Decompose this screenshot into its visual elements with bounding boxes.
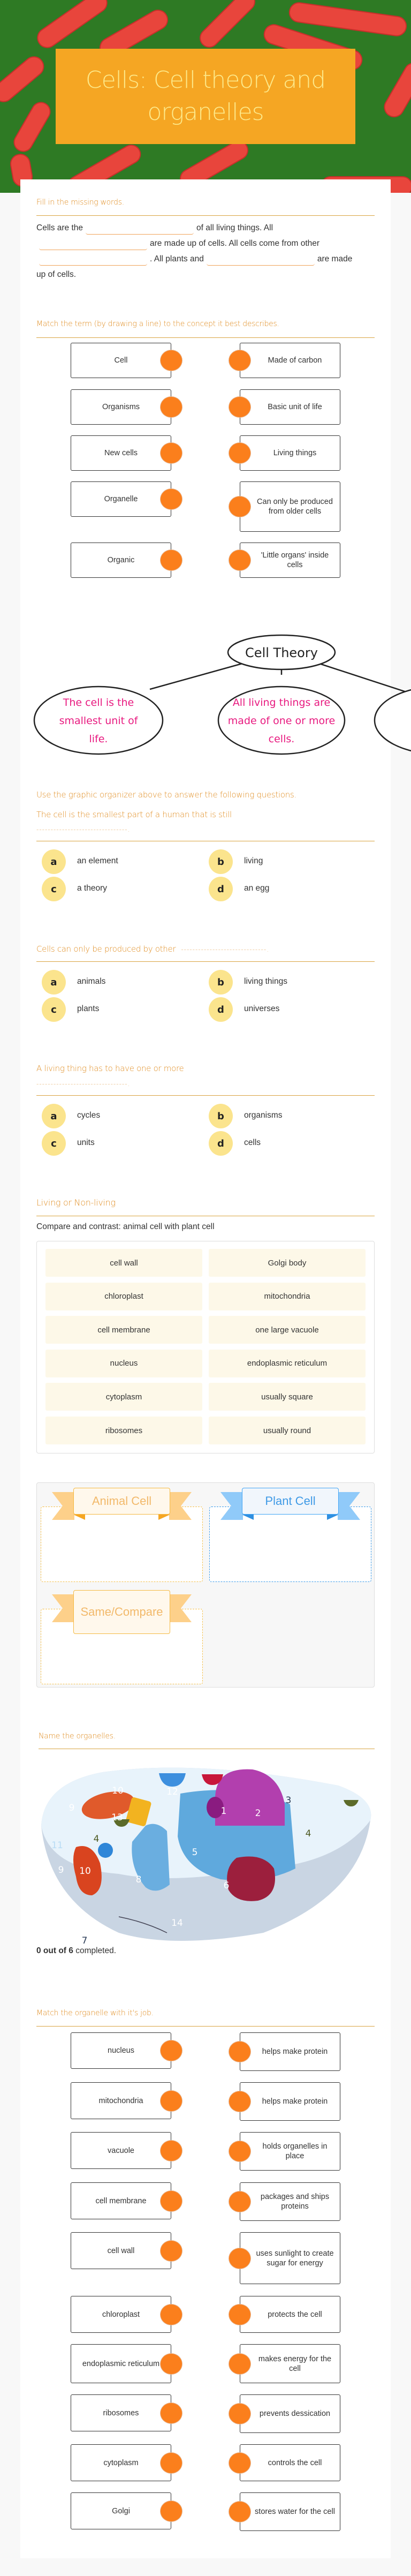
- page-title: Cells: Cell theory and organelles: [56, 49, 355, 144]
- question-prompt: [36, 810, 375, 819]
- question-prompt: [36, 1064, 375, 1073]
- match-connector-dot[interactable]: [160, 2240, 182, 2262]
- divider: [36, 215, 375, 216]
- match-connector-dot[interactable]: [160, 350, 182, 371]
- organelle-number-label[interactable]: 9: [68, 1803, 75, 1813]
- match-concept-box: protects the cell: [240, 2296, 340, 2333]
- match-connector-dot[interactable]: [160, 2140, 182, 2161]
- match-concept-box: Living things: [240, 435, 340, 471]
- answer-option[interactable]: [42, 877, 202, 901]
- organelle-number-label[interactable]: 7: [81, 1935, 88, 1944]
- match-connector-dot[interactable]: [160, 396, 182, 418]
- match-connector-dot[interactable]: [160, 549, 182, 571]
- compare-organizer: [36, 1482, 375, 1688]
- match-connector-dot[interactable]: [160, 2304, 182, 2325]
- same-compare-label: Same/Compare: [73, 1590, 170, 1634]
- answer-option[interactable]: [42, 849, 202, 874]
- progress-count: 0 out of 6: [36, 1946, 73, 1955]
- match-concept-box: Basic unit of life: [240, 389, 340, 425]
- match-term-box: Cell: [71, 343, 171, 378]
- match-term-box: mitochondria: [71, 2082, 171, 2119]
- option-letter-badge: c: [42, 997, 66, 1022]
- match-connector-dot[interactable]: [229, 2403, 251, 2424]
- option-letter-badge: b: [209, 970, 233, 995]
- fill-in-blank[interactable]: [86, 221, 194, 235]
- option-text: animals: [77, 977, 106, 986]
- draggable-item[interactable]: cell wall: [45, 1249, 202, 1277]
- cell-theory-statement: The cell is the smallest unit of life.: [59, 697, 138, 745]
- draggable-item[interactable]: cell membrane: [45, 1316, 202, 1344]
- option-text: a theory: [77, 884, 108, 893]
- answer-option[interactable]: [42, 1131, 202, 1156]
- compare-instruction: Compare and contrast: animal cell with plant cell: [36, 1222, 215, 1231]
- living-heading: Living or Non-living: [36, 1197, 116, 1208]
- golgi-body: [227, 1857, 275, 1901]
- answer-option[interactable]: [209, 877, 369, 901]
- progress-text: [36, 1946, 116, 1956]
- option-text: living things: [244, 977, 287, 986]
- organelle-number-label[interactable]: 5: [192, 1847, 198, 1858]
- match-connector-dot[interactable]: [160, 2452, 182, 2474]
- option-letter-badge: d: [209, 997, 233, 1022]
- option-letter-badge: a: [42, 970, 66, 995]
- match-connector-dot[interactable]: [229, 350, 251, 371]
- match-connector-dot[interactable]: [160, 488, 182, 510]
- organelle-number-label[interactable]: 6: [223, 1880, 230, 1891]
- match-connector-dot[interactable]: [160, 2402, 182, 2424]
- match-term-box: endoplasmic reticulum: [71, 2344, 171, 2383]
- match-connector-dot[interactable]: [229, 2304, 251, 2325]
- answer-option[interactable]: [209, 1131, 369, 1156]
- option-letter-badge: a: [42, 849, 66, 874]
- option-text: cells: [244, 1138, 261, 1147]
- draggable-item[interactable]: cytoplasm: [45, 1383, 202, 1411]
- match-connector-dot[interactable]: [160, 2040, 182, 2061]
- option-letter-badge: a: [42, 1104, 66, 1128]
- match-term-box: Organic: [71, 543, 171, 578]
- match-concept-box: helps make protein: [240, 2082, 340, 2121]
- divider: [36, 337, 375, 338]
- fill-in-text: are made: [317, 254, 353, 263]
- match-connector-dot[interactable]: [160, 2500, 182, 2522]
- fill-in-line: [36, 251, 379, 267]
- draggable-item[interactable]: nucleus: [45, 1350, 202, 1377]
- match-term-box: cell wall: [71, 2232, 171, 2269]
- draggable-item[interactable]: Golgi body: [209, 1249, 366, 1277]
- fill-in-text: up of cells.: [36, 269, 77, 279]
- answer-option[interactable]: [42, 970, 202, 995]
- organelle-number-label[interactable]: 10: [79, 1866, 91, 1877]
- match-connector-dot[interactable]: [229, 2091, 251, 2112]
- draggable-item[interactable]: usually round: [209, 1417, 366, 1444]
- match-term-box: ribosomes: [71, 2394, 171, 2431]
- fill-in-blank[interactable]: [207, 252, 315, 266]
- match-connector-dot[interactable]: [160, 2353, 182, 2375]
- fill-in-blank[interactable]: [39, 252, 147, 266]
- fill-in-heading: Fill in the missing words.: [36, 198, 124, 207]
- option-text: units: [77, 1138, 95, 1147]
- match-connector-dot[interactable]: [229, 396, 251, 418]
- match-connector-dot[interactable]: [229, 2353, 251, 2375]
- match-connector-dot[interactable]: [229, 2248, 251, 2269]
- fill-in-line: [36, 236, 379, 251]
- progress-suffix: completed.: [73, 1946, 117, 1955]
- cell-theory-statement: All living things are made of one or more cells.: [227, 697, 336, 745]
- organelle-number-label[interactable]: 1: [220, 1806, 227, 1817]
- organelle-number-label[interactable]: 10: [112, 1786, 124, 1796]
- match-term-box: cytoplasm: [71, 2444, 171, 2481]
- organelle-number-label[interactable]: 4: [305, 1828, 311, 1839]
- sorting-items-box: [36, 1241, 375, 1453]
- match-connector-dot[interactable]: [229, 442, 251, 464]
- match-term-box: chloroplast: [71, 2296, 171, 2333]
- divider: [36, 2026, 375, 2027]
- match-connector-dot[interactable]: [229, 496, 251, 517]
- match-concept-box: makes energy for the cell: [240, 2344, 340, 2383]
- question-prompt: [36, 944, 375, 954]
- match-term-box: cell membrane: [71, 2182, 171, 2219]
- match-concept-box: holds organelles in place: [240, 2132, 340, 2171]
- match-concept-box: controls the cell: [240, 2444, 340, 2481]
- fill-in-text: Cells are the: [36, 223, 83, 232]
- animal-cell-label: Animal Cell: [73, 1488, 170, 1515]
- question-prompt-text: A living thing has to have one or more: [36, 1064, 184, 1073]
- match-connector-dot[interactable]: [160, 2190, 182, 2212]
- match-connector-dot[interactable]: [229, 2141, 251, 2162]
- organelle-number-label[interactable]: 3: [285, 1795, 292, 1806]
- fill-in-blank[interactable]: [39, 237, 147, 250]
- organelle-number-label[interactable]: 14: [171, 1918, 183, 1929]
- option-letter-badge: c: [42, 1131, 66, 1156]
- organelle-number-label[interactable]: 11: [51, 1840, 63, 1851]
- divider: [36, 961, 375, 962]
- fill-in-text: . All plants and: [150, 254, 204, 263]
- organelle-number-label[interactable]: 9: [58, 1865, 64, 1875]
- match-connector-dot[interactable]: [229, 549, 251, 571]
- fill-in-line: [36, 267, 379, 282]
- plant-cell-label: Plant Cell: [242, 1488, 339, 1515]
- organelle-number-label[interactable]: 4: [93, 1834, 100, 1844]
- match-term-box: Organisms: [71, 389, 171, 425]
- match-term-box: New cells: [71, 435, 171, 471]
- match-connector-dot[interactable]: [229, 2452, 251, 2474]
- option-text: an egg: [244, 884, 270, 893]
- answer-option[interactable]: [209, 849, 369, 874]
- option-text: an element: [77, 856, 118, 865]
- match-term-box: Organelle: [71, 481, 171, 517]
- draggable-item[interactable]: usually square: [209, 1383, 366, 1411]
- question-intro: Use the graphic organizer above to answer the following questions.: [36, 790, 296, 800]
- question-prompt-text: The cell is the smallest part of a human that is still: [36, 810, 232, 819]
- option-text: organisms: [244, 1111, 283, 1120]
- match-connector-dot[interactable]: [229, 2501, 251, 2522]
- organelle-number-label[interactable]: 13: [111, 1812, 123, 1823]
- match-connector-dot[interactable]: [160, 442, 182, 464]
- draggable-item[interactable]: mitochondria: [209, 1283, 366, 1310]
- match-concept-box: 'Little organs' inside cells: [240, 543, 340, 578]
- match-term-box: vacuole: [71, 2132, 171, 2169]
- match-connector-dot[interactable]: [229, 2191, 251, 2212]
- draggable-item[interactable]: chloroplast: [45, 1283, 202, 1310]
- answer-option[interactable]: [42, 997, 202, 1022]
- animal-cell-diagram[interactable]: [39, 1761, 373, 1944]
- draggable-item[interactable]: endoplasmic reticulum: [209, 1350, 366, 1377]
- cell-theory-diagram: [32, 632, 411, 758]
- match-concept-box: prevents dessication: [240, 2394, 340, 2433]
- match-term-box: Golgi: [71, 2492, 171, 2529]
- fill-in-text: of all living things. All: [196, 223, 273, 232]
- answer-blank: ------------------------------.: [181, 946, 270, 953]
- cell-theory-title: Cell Theory: [245, 645, 318, 660]
- answer-option[interactable]: [209, 997, 369, 1022]
- organelle-number-label[interactable]: 8: [135, 1874, 142, 1885]
- option-text: living: [244, 856, 263, 865]
- organelles-heading: Name the organelles.: [39, 1732, 116, 1741]
- match-concept-box: packages and ships proteins: [240, 2182, 340, 2221]
- fill-in-text: are made up of cells. All cells come from other: [150, 238, 320, 248]
- match-connector-dot[interactable]: [160, 2090, 182, 2112]
- option-text: cycles: [77, 1111, 101, 1120]
- match-concept-box: uses sunlight to create sugar for energy: [240, 2232, 340, 2284]
- answer-blank: --------------------------------.: [36, 826, 131, 833]
- match-terms-heading: Match the term (by drawing a line) to the concept it best describes.: [36, 320, 279, 328]
- match-concept-box: stores water for the cell: [240, 2492, 340, 2531]
- option-letter-badge: b: [209, 849, 233, 874]
- option-letter-badge: d: [209, 877, 233, 901]
- option-letter-badge: c: [42, 877, 66, 901]
- answer-option[interactable]: [42, 1104, 202, 1128]
- draggable-item[interactable]: one large vacuole: [209, 1316, 366, 1344]
- match-connector-dot[interactable]: [229, 2041, 251, 2062]
- answer-blank: --------------------------------.: [36, 1080, 131, 1088]
- organelle-number-label[interactable]: 2: [255, 1808, 261, 1819]
- divider: [36, 1095, 375, 1096]
- option-letter-badge: d: [209, 1131, 233, 1156]
- fill-in-line: [36, 220, 379, 236]
- organelle-number-label[interactable]: 12: [166, 1787, 178, 1797]
- match-term-box: nucleus: [71, 2032, 171, 2069]
- option-text: universes: [244, 1004, 280, 1013]
- option-letter-badge: b: [209, 1104, 233, 1128]
- match-concept-box: Can only be produced from older cells: [240, 481, 340, 532]
- match-concept-box: helps make protein: [240, 2032, 340, 2071]
- match-organelle-heading: Match the organelle with it's job.: [36, 2009, 154, 2017]
- match-concept-box: Made of carbon: [240, 343, 340, 378]
- same-compare-ribbon: [52, 1590, 192, 1634]
- option-text: plants: [77, 1004, 100, 1013]
- plant-cell-ribbon: [220, 1488, 360, 1520]
- question-prompt-text: Cells can only be produced by other: [36, 944, 176, 954]
- draggable-item[interactable]: ribosomes: [45, 1417, 202, 1444]
- answer-option[interactable]: [209, 970, 369, 995]
- animal-cell-ribbon: [52, 1488, 192, 1520]
- answer-option[interactable]: [209, 1104, 369, 1128]
